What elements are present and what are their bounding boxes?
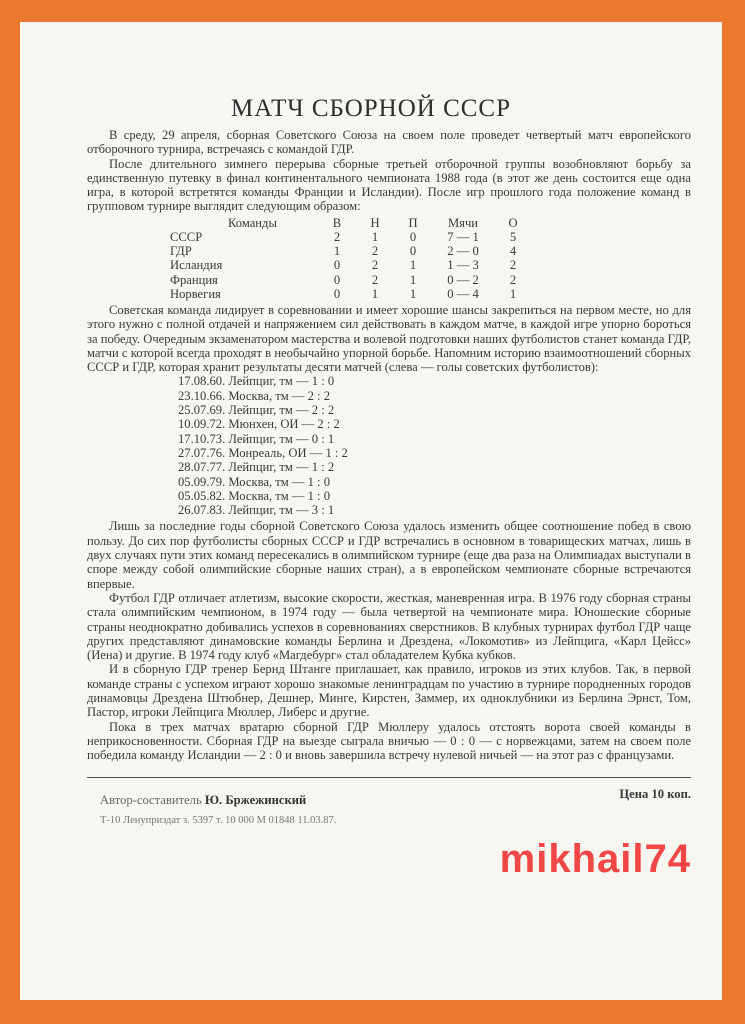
history-text bbox=[87, 303, 691, 374]
match-result: 25.07.69. Лейпциг, тм — 2 : 2 bbox=[178, 403, 335, 418]
table-cell: 2 bbox=[509, 272, 517, 287]
column-header: П bbox=[408, 215, 418, 230]
program-page bbox=[20, 22, 722, 1000]
intro-text bbox=[87, 128, 691, 214]
table-cell: 0 — 4 bbox=[447, 286, 479, 301]
paragraph: После длительного зимнего перерыва сборные третьей отборочной группы возобновляют борьбу за единственную путевку в финал континентального чемпионата 1988 года (в этот же день состоится еще одна игра, в которой встретятся команды Франции и Исландии). После игр прошлого года положение команд в групповом турнире выглядит следующим образом: bbox=[87, 156, 691, 214]
table-cell: 2 bbox=[509, 258, 517, 273]
team-name: СССР bbox=[170, 229, 203, 244]
table-cell: 5 bbox=[509, 229, 517, 244]
team-name: Франция bbox=[170, 272, 218, 287]
paragraph: Лишь за последние годы сборной Советского Союза удалось изменить общее соотношение побед в свою пользу. До сих пор футболисты сборных СССР и ГДР встречались в основном в товарищеских матчах, лишь в двух случаях пути этих команд пересекались в олимпийском турнире (еще два раза на Олимпиадах выступали в споре между собой олимпийские сборные наших стран), а в европейском чемпионате сборные встречаются впервые. bbox=[87, 519, 691, 591]
table-cell: 1 bbox=[509, 286, 517, 301]
table-cell: 1 — 3 bbox=[447, 258, 479, 273]
watermark: mikhail74 bbox=[499, 836, 691, 881]
match-history-list bbox=[178, 374, 691, 517]
team-name: ГДР bbox=[170, 244, 192, 259]
table-cell: 2 — 0 bbox=[447, 244, 479, 259]
table-cell: 0 bbox=[333, 286, 341, 301]
author-name: Ю. Бржежинский bbox=[204, 792, 307, 807]
table-cell: 0 bbox=[409, 229, 417, 244]
column-header: О bbox=[508, 215, 518, 230]
table-row bbox=[170, 287, 532, 301]
table-cell: 2 bbox=[371, 272, 379, 287]
paragraph: Советская команда лидирует в соревновании и имеет хорошие шансы закрепиться на первом месте, но для этого нужно с полной отдачей и напряжением сил действовать в каждом матче, в каждой игре упорно бороться за победу. Очередным экзаменатором мастерства и волевой подготовки наших футболистов станет команда ГДР, матчи с которой всегда проходят в необычайно упорной борьбе. Напомним историю взаимоотношений сборных СССР и ГДР, которая хранит результаты десяти матчей (слева — голы советских футболистов): bbox=[87, 303, 691, 375]
table-cell: 0 bbox=[333, 258, 341, 273]
author-label: Автор-составитель bbox=[100, 792, 202, 807]
match-result: 17.10.73. Лейпциг, тм — 0 : 1 bbox=[178, 431, 335, 446]
table-cell: 1 bbox=[409, 272, 417, 287]
author-line bbox=[100, 792, 306, 808]
match-result: 23.10.66. Москва, тм — 2 : 2 bbox=[178, 388, 330, 403]
paragraph: В среду, 29 апреля, сборная Советского Союза на своем поле проведет четвертый матч европейского отборочного турнира, встречаясь с командой ГДР. bbox=[87, 128, 691, 157]
table-cell: 4 bbox=[509, 244, 517, 259]
table-cell: 2 bbox=[333, 229, 341, 244]
match-result: 17.08.60. Лейпциг, тм — 1 : 0 bbox=[178, 374, 335, 389]
match-result: 05.05.82. Москва, тм — 1 : 0 bbox=[178, 488, 330, 503]
table-row bbox=[170, 230, 532, 244]
team-name: Норвегия bbox=[170, 286, 221, 301]
column-header: В bbox=[332, 215, 342, 230]
table-cell: 7 — 1 bbox=[447, 229, 479, 244]
table-cell: 1 bbox=[333, 244, 341, 259]
match-result: 05.09.79. Москва, тм — 1 : 0 bbox=[178, 474, 330, 489]
table-cell: 2 bbox=[371, 258, 379, 273]
page-title: МАТЧ СБОРНОЙ СССР bbox=[230, 95, 511, 122]
paragraph: Пока в трех матчах вратарю сборной ГДР Мюллеру удалось отстоять ворота своей команды в неприкосновенности. Сборная ГДР на выезде сыграла вничью — 0 : 0 — с норвежцами, затем на своем поле победила команду Исландии — 2 : 0 и вновь завершила встречу нулевой ничьей — на этот раз с французами. bbox=[87, 719, 691, 763]
column-header: Н bbox=[370, 215, 380, 230]
table-cell: 1 bbox=[409, 286, 417, 301]
column-header: Команды bbox=[228, 215, 277, 230]
main-text bbox=[87, 519, 691, 762]
table-cell: 1 bbox=[371, 229, 379, 244]
price: Цена 10 коп. bbox=[619, 786, 691, 801]
table-cell: 0 bbox=[333, 272, 341, 287]
table-cell: 0 — 2 bbox=[447, 272, 479, 287]
match-result: 10.09.72. Мюнхен, ОИ — 2 : 2 bbox=[178, 417, 340, 432]
column-header: Мячи bbox=[447, 215, 479, 230]
table-row bbox=[170, 258, 532, 272]
table-cell: 1 bbox=[409, 258, 417, 273]
imprint: Т-10 Ленуприздат з. 5397 т. 10 000 М 01848 11.03.87. bbox=[100, 814, 337, 826]
match-result: 27.07.76. Монреаль, ОИ — 1 : 2 bbox=[178, 445, 348, 460]
team-name: Исландия bbox=[170, 258, 223, 273]
table-row bbox=[170, 273, 532, 287]
footer-row bbox=[87, 786, 691, 808]
match-result: 26.07.83. Лейпциг, тм — 3 : 1 bbox=[178, 503, 335, 518]
paragraph: И в сборную ГДР тренер Бернд Штанге приглашает, как правило, игроков из этих клубов. Так, в первой команде страны с успехом играют хорошо знакомые ленинградцам по участию в турнире породненных городов динамовцы Дрездена Штюбнер, Дешнер, Минге, Кирстен, Заммер, их одноклубники из Берлина Эрнст, Том, Пастор, игроки Лейпцига Мюллер, Либерс и другие. bbox=[87, 662, 691, 720]
table-cell: 1 bbox=[371, 286, 379, 301]
paragraph: Футбол ГДР отличает атлетизм, высокие скорости, жесткая, маневренная игра. В 1976 году сборная страны стала олимпийским чемпионом, в 1974 году — была четвертой на чемпионате мира. Юношеские сборные страны неоднократно добивались успехов в соревнованиях сверстников. В клубных турнирах футбол ГДР чаще других представляют динамовские команды Берлина и Дрездена, «Локомотив» из Лейпцига, «Карл Цейсс» (Иена) и другие. В 1974 году клуб «Магдебург» стал обладателем Кубка кубков. bbox=[87, 590, 691, 663]
divider bbox=[87, 777, 691, 778]
table-header-row bbox=[170, 216, 532, 230]
standings-table bbox=[170, 216, 532, 301]
match-result: 28.07.77. Лейпциг, тм — 1 : 2 bbox=[178, 460, 335, 475]
table-row bbox=[170, 244, 532, 258]
table-cell: 0 bbox=[409, 244, 417, 259]
table-cell: 2 bbox=[371, 244, 379, 259]
